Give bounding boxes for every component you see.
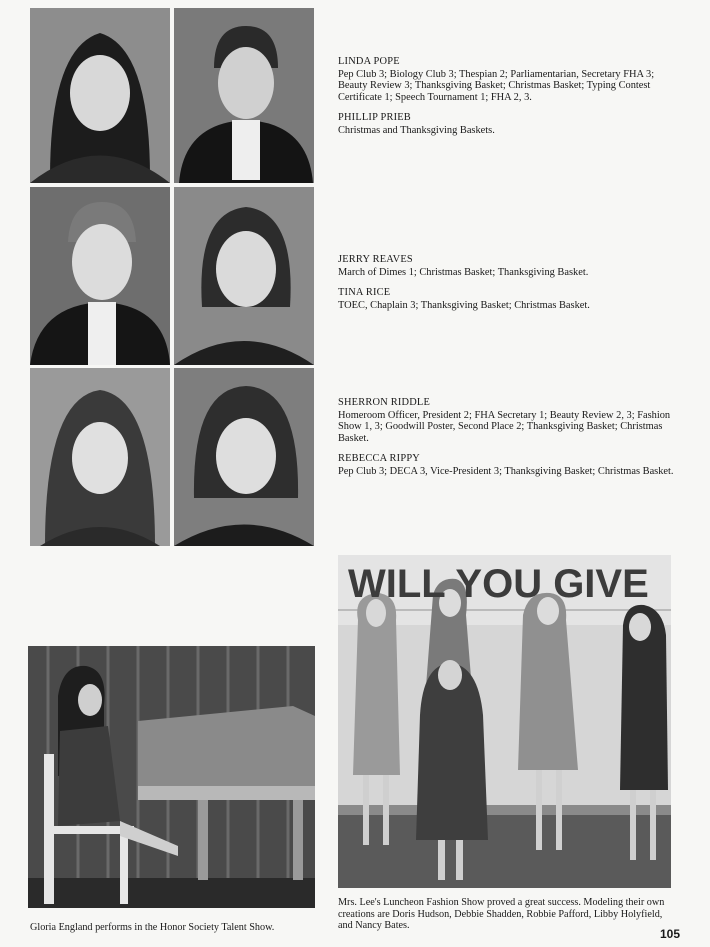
- entries-group-1: [338, 56, 678, 137]
- piano-scene-icon: [28, 646, 315, 908]
- student-activities: Pep Club 3; DECA 3, Vice-President 3; Thanksgiving Basket; Christmas Basket.: [338, 465, 674, 477]
- student-name: PHILLIP PRIEB: [338, 112, 411, 124]
- entry-tina-rice: [338, 287, 678, 311]
- entry-sherron-riddle: [338, 397, 678, 444]
- fashion-scene-icon: [338, 555, 671, 888]
- portrait-tina-rice: [174, 187, 314, 365]
- student-activities: Homeroom Officer, President 2; FHA Secretary 1; Beauty Review 2, 3; Fashion Show 1, 3; Goodwill Poster, Second Place 2; Thanksgiving Basket; Christmas Basket.: [338, 409, 671, 444]
- student-name: SHERRON RIDDLE: [338, 397, 430, 408]
- student-name: LINDA POPE: [338, 56, 400, 67]
- portrait-girl-icon: [30, 368, 170, 546]
- portrait-boy-icon: [174, 8, 314, 183]
- portrait-girl-icon: [30, 8, 170, 183]
- page-number: 105: [659, 927, 680, 941]
- portrait-sherron-riddle: [30, 368, 170, 546]
- fashion-show-photo: [338, 555, 671, 888]
- portrait-rebecca-rippy: [174, 368, 314, 546]
- entry-rebecca-rippy: [338, 453, 678, 477]
- portrait-boy-icon: [30, 187, 170, 365]
- fashion-caption: Mrs. Lee's Luncheon Fashion Show proved a great success. Modeling their own creations are Doris Hudson, Debbie Shadden, Robbie Pafford, Libby Holyfield, and Nancy Bates.: [338, 897, 665, 931]
- student-activities: TOEC, Chaplain 3; Thanksgiving Basket; Christmas Basket.: [338, 299, 590, 311]
- student-activities: Pep Club 3; Biology Club 3; Thespian 2; Parliamentarian, Secretary FHA 3; Beauty Review 3; Thanksgiving Basket; Christmas Basket; Typing Contest Certificate 1; Speech Tournament 1; FHA 2, 3.: [338, 68, 655, 103]
- entry-phillip-prieb: [338, 112, 678, 136]
- entry-linda-pope: [338, 56, 678, 103]
- portrait-girl-icon: [174, 187, 314, 365]
- student-name: REBECCA RIPPY: [338, 453, 420, 465]
- entries-group-2: [338, 254, 678, 311]
- piano-caption: Gloria England performs in the Honor Society Talent Show.: [30, 922, 275, 933]
- student-activities: March of Dimes 1; Christmas Basket; Thanksgiving Basket.: [338, 266, 589, 278]
- piano-photo: [28, 646, 315, 908]
- student-name: JERRY REAVES: [338, 254, 413, 265]
- entry-jerry-reaves: [338, 254, 678, 278]
- portrait-girl-icon: [174, 368, 314, 546]
- portrait-phillip-prieb: [174, 8, 314, 183]
- entries-group-3: [338, 397, 678, 478]
- student-activities: Christmas and Thanksgiving Baskets.: [338, 124, 495, 136]
- portrait-jerry-reaves: [30, 187, 170, 365]
- student-name: TINA RICE: [338, 287, 391, 299]
- portrait-linda-pope: [30, 8, 170, 183]
- banner-text: WILL YOU GIVE: [348, 562, 649, 606]
